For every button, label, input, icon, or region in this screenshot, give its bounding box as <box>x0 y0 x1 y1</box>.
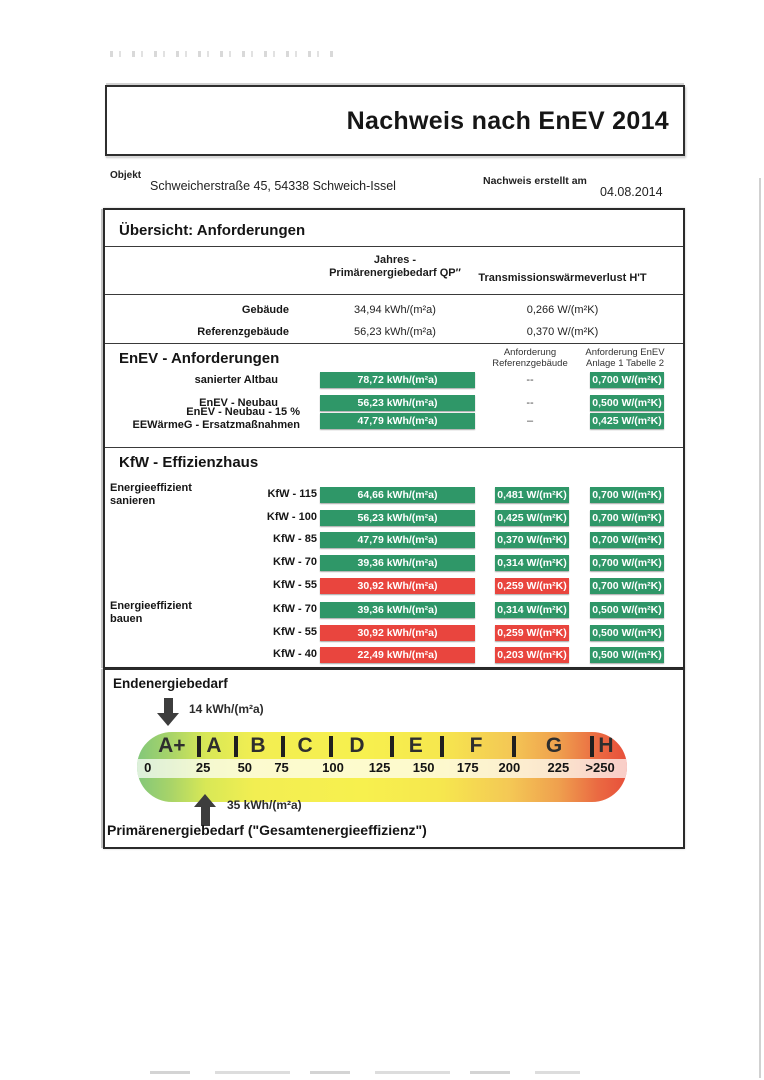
ref-dash: -- <box>526 374 534 386</box>
group-label-line1: Energieeffizient <box>110 482 192 494</box>
divider <box>105 294 683 295</box>
ref-dash: – <box>526 415 534 427</box>
row-label: sanierter Altbau <box>194 374 278 386</box>
qp-bar: 78,72 kWh/(m²a) <box>320 372 475 388</box>
ref-pill: 0,259 W/(m²K) <box>495 625 569 641</box>
uebersicht-heading: Übersicht: Anforderungen <box>119 222 306 239</box>
column-header-ref-line2: Referenzgebäude <box>492 358 568 369</box>
scale-divider <box>590 736 594 757</box>
divider <box>105 246 683 247</box>
scan-edge-line <box>759 178 761 1078</box>
ref-pill: 0,481 W/(m²K) <box>495 487 569 503</box>
group-label-line1: Energieeffizient <box>110 600 192 612</box>
scale-tick: 125 <box>368 760 391 775</box>
qp-bar: 64,66 kWh/(m²a) <box>320 487 475 503</box>
row-label <box>105 406 300 432</box>
scale-class-label: D <box>349 734 365 757</box>
column-header-ref-line1: Anforderung <box>503 347 557 358</box>
qp-bar: 47,79 kWh/(m²a) <box>320 413 475 429</box>
group-label-line2: sanieren <box>110 495 156 507</box>
ref-pill: 0,314 W/(m²K) <box>495 555 569 571</box>
qp-bar: 30,92 kWh/(m²a) <box>320 578 475 594</box>
req-pill: 0,700 W/(m²K) <box>590 487 664 503</box>
title-box <box>105 85 685 156</box>
created-at-label: Nachweis erstellt am <box>483 175 587 187</box>
ref-pill: 0,203 W/(m²K) <box>495 647 569 663</box>
ref-pill: 0,314 W/(m²K) <box>495 602 569 618</box>
req-pill: 0,425 W/(m²K) <box>590 413 664 429</box>
document-title: Nachweis nach EnEV 2014 <box>346 107 669 135</box>
req-pill: 0,700 W/(m²K) <box>590 510 664 526</box>
scale-tick: 200 <box>498 760 521 775</box>
scale-tick: 75 <box>274 760 289 775</box>
scale-tick: 0 <box>144 760 152 775</box>
scale-tick: 150 <box>412 760 435 775</box>
scale-divider <box>329 736 333 757</box>
scale-tick: 25 <box>195 760 211 775</box>
scale-class-label: E <box>408 734 423 757</box>
objekt-label: Objekt <box>110 170 142 181</box>
qp-bar: 30,92 kWh/(m²a) <box>320 625 475 641</box>
scale-class-label: F <box>469 734 483 757</box>
scale-tick: >250 <box>585 760 615 775</box>
column-header-req-line2: Anlage 1 Tabelle 2 <box>586 358 664 369</box>
arrow-down-icon <box>157 698 179 726</box>
qp-bar: 56,23 kWh/(m²a) <box>320 510 475 526</box>
qp-value: 56,23 kWh/(m²a) <box>354 326 436 338</box>
scale-divider <box>197 736 201 757</box>
row-label: EnEV - Neubau <box>199 397 278 409</box>
endenergiebedarf-label: Endenergiebedarf <box>113 676 228 691</box>
qp-value: 34,94 kWh/(m²a) <box>354 304 436 316</box>
scale-tick: 175 <box>456 760 479 775</box>
req-pill: 0,500 W/(m²K) <box>590 625 664 641</box>
endenergie-marker-value: 14 kWh/(m²a) <box>189 702 264 716</box>
req-pill: 0,700 W/(m²K) <box>590 532 664 548</box>
scale-divider <box>234 736 238 757</box>
scale-class-label: A+ <box>158 734 186 757</box>
ref-pill: 0,425 W/(m²K) <box>495 510 569 526</box>
row-label: KfW - 100 <box>266 511 317 523</box>
scale-divider <box>440 736 444 757</box>
ht-value: 0,266 W/(m²K) <box>526 304 599 316</box>
divider <box>105 343 683 344</box>
row-label: KfW - 55 <box>273 579 317 591</box>
scan-noise-artifact <box>110 51 338 57</box>
ref-pill: 0,259 W/(m²K) <box>495 578 569 594</box>
group-label-sanieren <box>110 482 218 508</box>
column-header-req-line1: Anforderung EnEV <box>585 347 665 358</box>
energy-efficiency-scale <box>137 732 627 802</box>
row-label: Gebäude <box>241 304 289 316</box>
scan-bottom-artifact <box>150 1071 580 1074</box>
divider <box>105 447 683 448</box>
ref-pill: 0,370 W/(m²K) <box>495 532 569 548</box>
enev-heading: EnEV - Anforderungen <box>119 350 280 367</box>
qp-bar: 22,49 kWh/(m²a) <box>320 647 475 663</box>
req-pill: 0,500 W/(m²K) <box>590 395 664 411</box>
scale-tick: 225 <box>547 760 570 775</box>
row-label: KfW - 55 <box>273 626 317 638</box>
row-label-line2: EEWärmeG - Ersatzmaßnahmen <box>132 419 300 431</box>
scale-class-label: G <box>545 734 563 757</box>
req-pill: 0,500 W/(m²K) <box>590 602 664 618</box>
column-header-req <box>569 347 681 369</box>
column-header-qp-line2: Primärenergiebedarf QP″ <box>329 267 461 279</box>
primaerenergiebedarf-label: Primärenergiebedarf ("Gesamtenergieeffizienz") <box>107 822 427 838</box>
row-label: KfW - 85 <box>273 533 317 545</box>
requirements-box <box>103 208 685 669</box>
column-header-ht: Transmissionswärmeverlust H'T <box>478 272 647 284</box>
qp-bar: 56,23 kWh/(m²a) <box>320 395 475 411</box>
req-pill: 0,700 W/(m²K) <box>590 372 664 388</box>
row-label: KfW - 115 <box>267 488 317 500</box>
req-pill: 0,500 W/(m²K) <box>590 647 664 663</box>
row-label-line1: EnEV - Neubau - 15 % <box>186 406 300 418</box>
group-label-bauen <box>110 600 218 626</box>
req-pill: 0,700 W/(m²K) <box>590 578 664 594</box>
scale-divider <box>512 736 516 757</box>
ref-dash: -- <box>526 397 534 409</box>
energy-scale-box <box>103 668 685 849</box>
scale-divider <box>390 736 394 757</box>
row-label: KfW - 40 <box>273 648 317 660</box>
scale-tick: 50 <box>237 760 253 775</box>
req-pill: 0,700 W/(m²K) <box>590 555 664 571</box>
row-label: KfW - 70 <box>273 556 317 568</box>
row-label: Referenzgebäude <box>197 326 289 338</box>
ht-value: 0,370 W/(m²K) <box>526 326 599 338</box>
row-label: KfW - 70 <box>273 603 317 615</box>
scale-class-label: A <box>206 734 222 757</box>
kfw-heading: KfW - Effizienzhaus <box>119 454 259 471</box>
objekt-address: Schweicherstraße 45, 54338 Schweich-Issel <box>150 179 396 193</box>
qp-bar: 39,36 kWh/(m²a) <box>320 602 475 618</box>
created-at-date: 04.08.2014 <box>600 185 663 199</box>
column-header-qp-line1: Jahres - <box>373 254 417 266</box>
column-header-ref <box>477 347 583 369</box>
scale-class-label: B <box>250 734 266 757</box>
qp-bar: 39,36 kWh/(m²a) <box>320 555 475 571</box>
scale-class-label: C <box>297 734 313 757</box>
primaerenergie-marker-value: 35 kWh/(m²a) <box>227 798 302 812</box>
scale-tick: 100 <box>322 760 344 775</box>
scale-class-label: H <box>598 734 614 757</box>
scale-divider <box>281 736 285 757</box>
group-label-line2: bauen <box>110 613 143 625</box>
qp-bar: 47,79 kWh/(m²a) <box>320 532 475 548</box>
